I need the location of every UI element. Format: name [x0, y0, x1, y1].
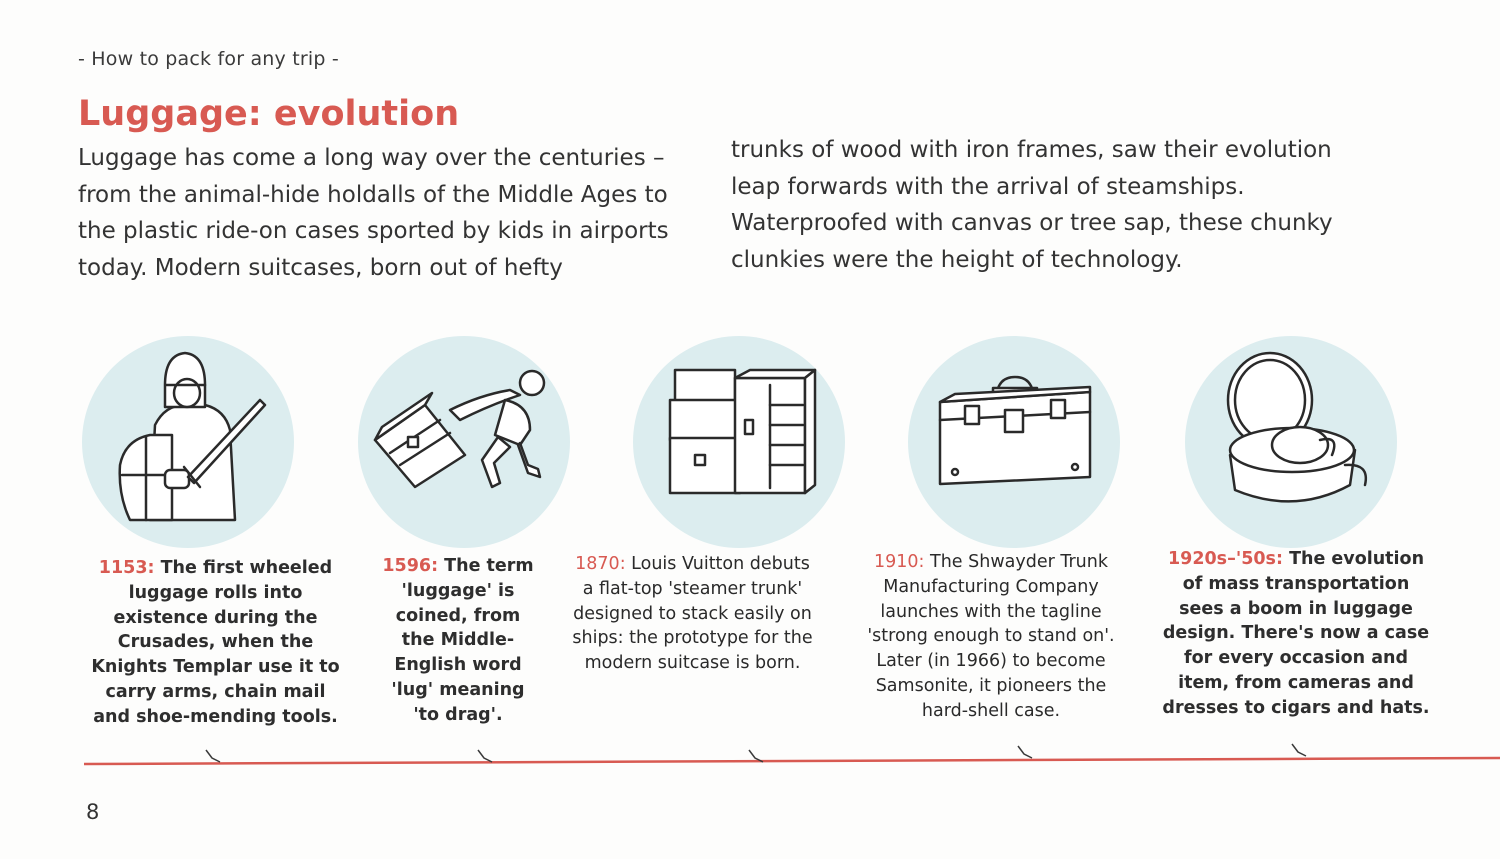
- timeline-caption-1870: [570, 552, 815, 676]
- page-title: Luggage: evolution: [78, 94, 460, 134]
- timeline-year: 1153:: [98, 558, 155, 578]
- knight-icon: [110, 345, 280, 520]
- timeline-caption-1596: [378, 554, 538, 728]
- timeline-caption-1920s-50s: [1162, 547, 1430, 721]
- timeline-year: 1870:: [575, 554, 626, 574]
- timeline-text: The Shwayder Trunk Manufacturing Company launches with the tagline 'strong enough to stand on'. Later (in 1966) to become Samsonite, it pioneers the hard-shell case.: [867, 552, 1115, 721]
- timeline-year: 1920s–'50s:: [1167, 549, 1283, 569]
- timeline-year: 1910:: [874, 552, 925, 572]
- timeline-caption-1910: [855, 550, 1127, 724]
- hat-box-icon: [1210, 345, 1380, 505]
- intro-paragraph-right: trunks of wood with iron frames, saw their evolution leap forwards with the arrival of steamships. Waterproofed with canvas or tree sap, these chunky clunkies were the height of technology.: [731, 137, 1333, 273]
- man-dragging-chest-icon: [370, 365, 555, 495]
- timeline-text: The term 'luggage' is coined, from the Middle-English word 'lug' meaning 'to drag'.: [391, 556, 534, 725]
- page-number: 8: [86, 800, 100, 824]
- timeline-text: Louis Vuitton debuts a flat-top 'steamer trunk' designed to stack easily on ships: the prototype for the modern suitcase is born.: [572, 554, 813, 674]
- steamer-trunk-icon: [665, 360, 815, 495]
- intro-paragraph-left: Luggage has come a long way over the centuries – from the animal-hide holdalls of the Middle Ages to the plastic ride-on cases sported by kids in airports today. Modern suitcases, born out of hefty: [78, 145, 669, 281]
- timeline-text: The first wheeled luggage rolls into existence during the Crusades, when the Knights Templar use it to carry arms, chain mail and shoe-mending tools.: [91, 558, 340, 727]
- hard-shell-case-icon: [935, 372, 1095, 487]
- timeline-year: 1596:: [382, 556, 439, 576]
- section-kicker: - How to pack for any trip -: [78, 48, 339, 70]
- timeline-text: The evolution of mass transportation sees a boom in luggage design. There's now a case for every occasion and item, from cameras and dresses to cigars and hats.: [1162, 549, 1430, 718]
- timeline-line: [84, 744, 1500, 768]
- timeline-caption-1153: [88, 556, 343, 730]
